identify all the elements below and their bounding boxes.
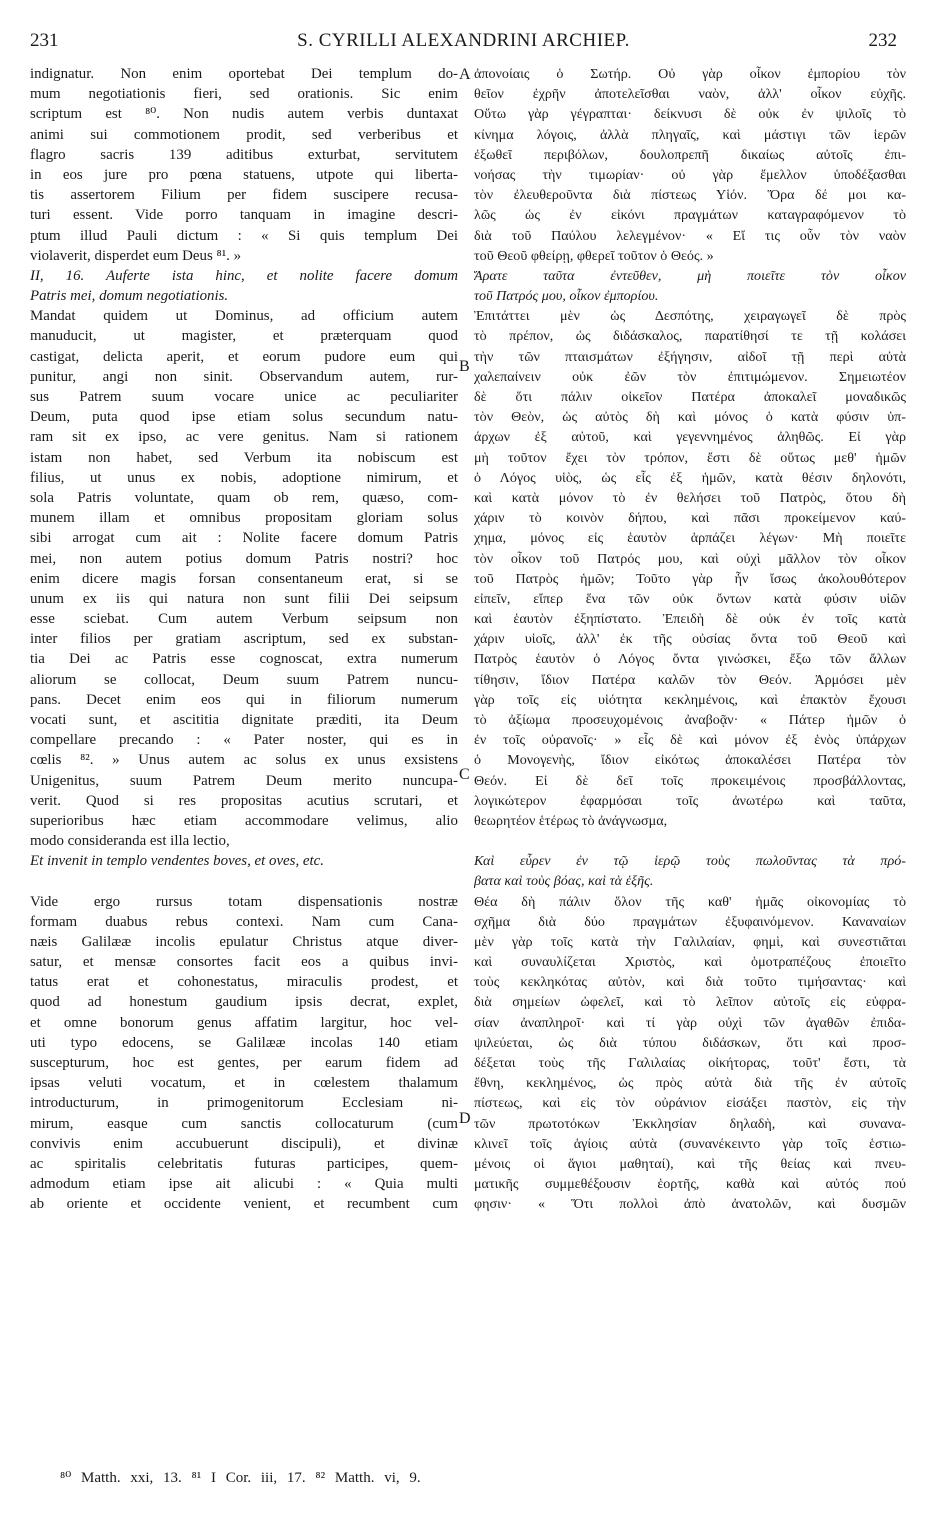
text-line: τὸν οἶκον τοῦ Πατρός μου, καὶ οὐχὶ μᾶλλον τὸν οἶκον (474, 550, 906, 567)
text-line: unum ex iis qui natura non sunt filii Dei seipsum (30, 590, 458, 607)
text-line: τοὺς κεκληκότας αὐτὸν, καὶ διὰ τοῦτο τιμήσαντας· καὶ (474, 974, 906, 991)
text-line: μένοις οἱ ἅγιοι μαθηταί), καὶ τῆς θείας καὶ πνευ- (474, 1155, 906, 1172)
text-line: διὰ τοῦ Παύλου λελεγμένον· « Εἴ τις οὖν τὸν ναὸν (474, 227, 906, 244)
text-line: ἐν τοῖς οὐρανοῖς· » εἷς δὲ καὶ μόνον ἐξ ἑνὸς ὑπάρχων (474, 732, 906, 749)
text-line: τὸ ἀξίωμα προσευχομένοις ἀναβοᾷν· « Πάτερ ἡμῶν ὁ (474, 712, 906, 728)
text-line: χαλεπαίνειν οὐκ ἐῶν τὸν ἐπιτιμώμενον. Σημειωτέον (474, 368, 906, 385)
footnotes: ⁸⁰ Matth. xxi, 13. ⁸¹ I Cor. iii, 17. ⁸² Matth. vi, 9. (60, 1470, 421, 1486)
paragraph-gap (30, 872, 458, 892)
text-line: scriptum est ⁸⁰. Non nudis autem verbis duntaxat (30, 106, 458, 123)
text-line: θεῖον ἐχρῆν ἀποτελεῖσθαι ναὸν, ἀλλ' οἶκον εὐχῆς. (474, 86, 906, 103)
text-line: suscepturum, hoc est gentes, per earum fidem ad (30, 1055, 458, 1071)
section-marker-d: D (459, 1110, 471, 1127)
text-line: punitur, angi non sinit. Observandum autem, rur- (30, 368, 458, 385)
text-line: compellare precando : « Pater noster, qui es in (30, 732, 458, 749)
text-line: κλινεῖ τοῖς ἁγίοις αὐτὰ (συνανέκειντο γὰρ τοῖς ἑστιω- (474, 1135, 906, 1152)
text-line: τίθησιν, ἴδιον Πατέρα καλῶν τὸν Θεόν. Ἁρμόσει μὲν (474, 671, 906, 688)
text-line: καὶ ἑαυτὸν ἐξηπίστατο. Ἐπειδὴ δὲ οὐκ ἐν τοῖς κατὰ (474, 611, 906, 628)
section-marker-c: C (459, 766, 470, 783)
text-line: φησιν· « Ὅτι πολλοὶ ἀπὸ ἀνατολῶν, καὶ δυσμῶν (474, 1196, 906, 1213)
text-line: τὸν Θεὸν, ὡς αὐτὸς δὴ καὶ μόνος ὁ κατὰ φύσιν ὑπ- (474, 409, 906, 426)
text-line: mei, non autem potius domum Patris nostri? hoc (30, 550, 458, 567)
text-line: Et invenit in templo vendentes boves, et oves, etc. (30, 853, 324, 870)
text-line: sibi arrogat cum ait : Nolite facere domum Patris (30, 530, 458, 547)
text-line: enim dicere magis forsan consentaneum erat, si se (30, 570, 458, 587)
section-marker-b: B (459, 358, 470, 375)
text-line: in eos jure pro pœna statuens, utpote qui liberta- (30, 166, 458, 183)
text-line: λῶς ὡς ἐν εἰκόνι πραγμάτων καταγραφόμενον τὸ (474, 207, 906, 224)
text-line: castigat, delicta aperit, et eorum pudore eum qui (30, 348, 458, 365)
text-line: μὴ τοῦτον ἔχει τὸν τρόπον, ἔστι δὲ οὕτως μεθ' ἡμῶν (474, 449, 906, 466)
text-line: animi sui commotionem prodit, sed verberibus et (30, 126, 458, 143)
text-line: δέξεται τοὺς τῆς Γαλιλαίας οἰκήτορας, τοῦτ' ἔστι, τὰ (474, 1055, 906, 1071)
text-line: τὴν τῶν πταισμάτων ἐξήγησιν, αἰδοῖ τῇ περὶ αὐτὰ (474, 348, 906, 365)
text-line: διὰ σημείων ὠφελεῖ, καὶ τὸ λεῖπον αὐτοῖς εἰς εὐφρα- (474, 994, 906, 1011)
text-line: ac spiritalis celebritatis futuras participes, quem- (30, 1155, 458, 1172)
text-line: esse sciebat. Cum autem Verbum seipsum non (30, 611, 458, 628)
text-line: ματικῆς συμμεθέξουσιν ἑορτῆς, καθὰ καὶ αὐτός πού (474, 1176, 906, 1193)
text-line: καὶ συναυλίζεται Χριστὸς, καὶ ὁμοτραπέζους ἐποιεῖτο (474, 954, 906, 971)
text-line: τοῦ Πατρὸς ἡμῶν; Τοῦτο γὰρ ἦν ἴσως ἀκολουθότερον (474, 570, 906, 587)
text-line: inter filios per gratiam ascriptum, sed ex substan- (30, 631, 458, 648)
text-line: tis assertorem Filium per fidem suscipere recusa- (30, 187, 458, 204)
text-line: Ἄρατε ταῦτα ἐντεῦθεν, μὴ ποιεῖτε τὸν οἶκον (474, 267, 906, 284)
text-line: ὁ Λόγος υἱὸς, ὡς εἷς ἐξ ἡμῶν, κατὰ θέσιν δηλονότι, (474, 469, 906, 486)
text-line: mum negotiationis fieri, sed orationis. Sic enim (30, 86, 458, 103)
text-line: άρχων ἐξ αὐτοῦ, καὶ γεγεννημένος ἀληθῶς. Εἰ γὰρ (474, 429, 906, 446)
text-line: vocati sunt, et ascititia dignitate præditi, ita Deum (30, 712, 458, 728)
text-line: convivis enim accubuerunt discipuli), et divinæ (30, 1135, 458, 1152)
text-line: introducturum, in primogenitorum Ecclesiam ni- (30, 1095, 458, 1112)
text-line: κίνημα λόγοις, ἀλλὰ πληγαῖς, καὶ μάστιγι τῶν ἱερῶν (474, 126, 906, 143)
text-line: χάριν υἱοῖς, ἀλλ' ἐκ τῆς οὐσίας ὄντα τοῦ Θεοῦ καὶ (474, 631, 906, 648)
section-marker-a: A (459, 66, 471, 83)
text-line: violaverit, disperdet eum Deus ⁸¹. » (30, 247, 242, 264)
text-line: istam non habet, sed Verbum ita nobiscum est (30, 449, 458, 466)
text-line: admodum etiam ipse ait alicubi : « Quia multi (30, 1176, 458, 1193)
text-line: sola Patris voluntate, quam ob rem, quæso, com- (30, 489, 458, 506)
text-line: Patris mei, domum negotiationis. (30, 288, 229, 305)
text-line: cœlis ⁸². » Unus autem ac solus ex unus exsistens (30, 752, 458, 769)
text-line: θεωρητέον ἑτέρως τὸ ἀνάγνωσμα, (474, 812, 668, 829)
text-line: τὸ πρέπον, ὡς διδάσκαλος, παρατίθησί τε τῇ κολάσει (474, 328, 906, 345)
text-line: ab oriente et occidente venient, et recumbent cum (30, 1196, 458, 1213)
text-line: χάριν τὸ κοινὸν δήπου, καὶ πᾶσι προκείμενον καύ- (474, 510, 906, 527)
text-line: μὲν γὰρ τοῖς κατὰ τὴν Γαλιλαίαν, φημὶ, καὶ συνεστιᾶται (474, 933, 906, 950)
text-line: aliorum se collocat, Deum suum Patrem nuncu- (30, 671, 458, 688)
page-number-left: 231 (30, 30, 59, 51)
text-line: ἔθνη, κεκλημένος, ὡς πρὸς αὐτὰ διὰ τῆς ἐν αὐτοῖς (474, 1075, 906, 1092)
paragraph-gap (474, 831, 906, 851)
text-line: πίστεως, καὶ εἰς τὸν οὐράνιον εἰσάξει παστὸν, εἰς τὴν (474, 1095, 906, 1112)
text-line: ψιλεύεται, ὡς διὰ τύπου διδάσκων, ὅτι καὶ προσ- (474, 1034, 906, 1051)
text-line: superioribus hæc etiam accommodare velimus, alio (30, 812, 458, 829)
text-line: manuducit, ut magister, et præterquam quod (30, 328, 458, 345)
text-line: indignatur. Non enim oportebat Dei templum do- (30, 66, 458, 82)
text-line: mirum, easque cum sanctis collocaturum (cum (30, 1115, 458, 1132)
text-line: Ἐπιτάττει μὲν ὡς Δεσπότης, χειραγωγεῖ δὲ πρὸς (474, 308, 906, 325)
text-line: τοῦ Πατρός μου, οἶκον ἐμπορίου. (474, 288, 659, 305)
text-line: uti typo edocens, se Galilææ incolas 140 etiam (30, 1034, 458, 1051)
greek-column (474, 64, 906, 1444)
running-title: S. CYRILLI ALEXANDRINI ARCHIEP. (297, 30, 630, 51)
text-line: τοῦ Θεοῦ φθείρῃ, φθερεῖ τοῦτον ὁ Θεός. » (474, 247, 714, 264)
text-line: ptum illud Pauli dictum : « Si quis templum Dei (30, 227, 458, 244)
text-line: formam duabus rebus contexi. Nam cum Cana- (30, 913, 458, 930)
text-line: tia Dei ac Patris esse cognoscat, extra numerum (30, 651, 458, 668)
text-line: νοήσας τὴν τιμωρίαν· οὐ γὰρ ἔμελλον ὑποδέξασθαι (474, 166, 906, 183)
text-line: βατα καὶ τοὺς βόας, καὶ τὰ ἑξῆς. (474, 873, 654, 890)
text-line: Καὶ εὗρεν ἐν τῷ ἱερῷ τοὺς πωλοῦντας τὰ πρό- (474, 853, 906, 870)
text-line: Unigenitus, suum Patrem Deum merito nuncupa- (30, 772, 458, 789)
text-line: sus Patrem suum vocare unice ac peculiariter (30, 389, 458, 405)
text-line: Θεόν. Εἰ δὲ δεῖ τοῖς προκειμένοις προσβάλλοντας, (474, 772, 906, 789)
text-line: filius, ut unus ex nobis, adoptione nimirum, et (30, 469, 458, 486)
text-line: σίαν ἀναπληροῖ· καὶ τί γὰρ οὐχὶ τῶν ἀγαθῶν ἐπιδα- (474, 1014, 906, 1031)
text-line: satur, et mensæ consortes facit eos a quibus invi- (30, 954, 458, 971)
text-line: ὁ Μονογενὴς, ἴδιον εἰκότως ἀποκαλέσει Πατέρα τὸν (474, 752, 906, 769)
text-line: καὶ κατὰ μόνον τὸ ἐν θελήσει τοῦ Πατρὸς, ὅτου δὴ (474, 489, 906, 506)
text-line: turi essent. Vide porro tanquam in imagine descri- (30, 207, 458, 224)
page-number-right: 232 (868, 30, 897, 51)
text-line: τὸν ἐλευθεροῦντα διὰ πίστεως Υἱόν. Ὅρα δέ μοι κα- (474, 187, 906, 204)
text-line: tatus erat et cohonestatus, miraculis prodest, et (30, 974, 458, 991)
text-line: γὰρ τοῖς εἰς υἱότητα κεκλημένοις, καὶ ἐπακτὸν ἔχουσι (474, 691, 906, 708)
text-line: Οὕτω γὰρ γέγραπται· δείκνυσι δὲ οὐκ ἐν ψιλοῖς τὸ (474, 106, 906, 123)
text-line: δὲ ὅτι πάλιν οἰκεῖον Πατέρα ἀποκαλεῖ μοναδικῶς (474, 389, 906, 405)
text-line: flagro sacris 139 aditibus exturbat, servitutem (30, 146, 458, 163)
text-line: munem illam et omnibus propositam gloriam solus (30, 510, 458, 527)
text-line: σχῆμα διὰ δύο πραγμάτων ἐξυφαινόμενον. Καναναίων (474, 913, 906, 930)
text-line: εἰπεῖν, εἴπερ ἕνα τῶν οὐκ ὄντων κατὰ φύσιν υἱῶν (474, 590, 906, 607)
text-line: ἐξωθεῖ περιβόλων, δουλοπρεπῆ δικαίως αὐτοῖς ἐπι- (474, 146, 906, 163)
text-line: næis Galilææ incolis epulatur Christus atque diver- (30, 933, 458, 950)
text-line: Θέα δὴ πάλιν ὅλον τῆς καθ' ἡμᾶς οἰκονομίας τὸ (474, 893, 906, 910)
text-line: χημα, μόνος εἰς ἑαυτὸν ἁρπάζει λέγων· Μὴ ποιεῖτε (474, 530, 906, 547)
text-line: ἀπονοίαις ὁ Σωτήρ. Οὐ γὰρ οἶκον ἐμπορίου τὸν (474, 66, 906, 82)
text-line: et omne bonorum genus affatim largitur, hoc vel- (30, 1014, 458, 1031)
text-line: quod ad honestum gaudium ipsis decrat, explet, (30, 994, 458, 1011)
text-line: Mandat quidem ut Dominus, ad officium autem (30, 308, 458, 325)
text-line: τῶν πρωτοτόκων Ἐκκλησίαν δηλαδὴ, καὶ συνανα- (474, 1115, 906, 1132)
text-line: Πατρὸς ἑαυτὸν ὁ Λόγος ὄντα γινώσκει, ἔξω τῶν ἄλλων (474, 651, 906, 668)
text-line: λογικώτερον ἐφαρμόσαι τοῖς ἀνωτέρω καὶ ταῦτα, (474, 792, 906, 809)
latin-column (30, 64, 458, 1444)
text-line: modo consideranda est illa lectio, (30, 833, 230, 850)
text-line: verit. Quod si res propositas acutius scrutari, et (30, 792, 458, 809)
page-header (0, 30, 927, 60)
text-line: Deum, puta quod ipse etiam solus secundum natu- (30, 409, 458, 426)
text-line: ipsas veluti vocatum, et in cœlestem thalamum (30, 1075, 458, 1092)
text-line: pans. Decet enim eos qui in filiorum numerum (30, 691, 458, 708)
text-line: II, 16. Auferte ista hinc, et nolite facere domum (30, 267, 458, 284)
text-line: Vide ergo rursus totam dispensationis nostræ (30, 893, 458, 910)
text-line: ram sit ex ipso, ac vere genitus. Nam si rationem (30, 429, 458, 446)
